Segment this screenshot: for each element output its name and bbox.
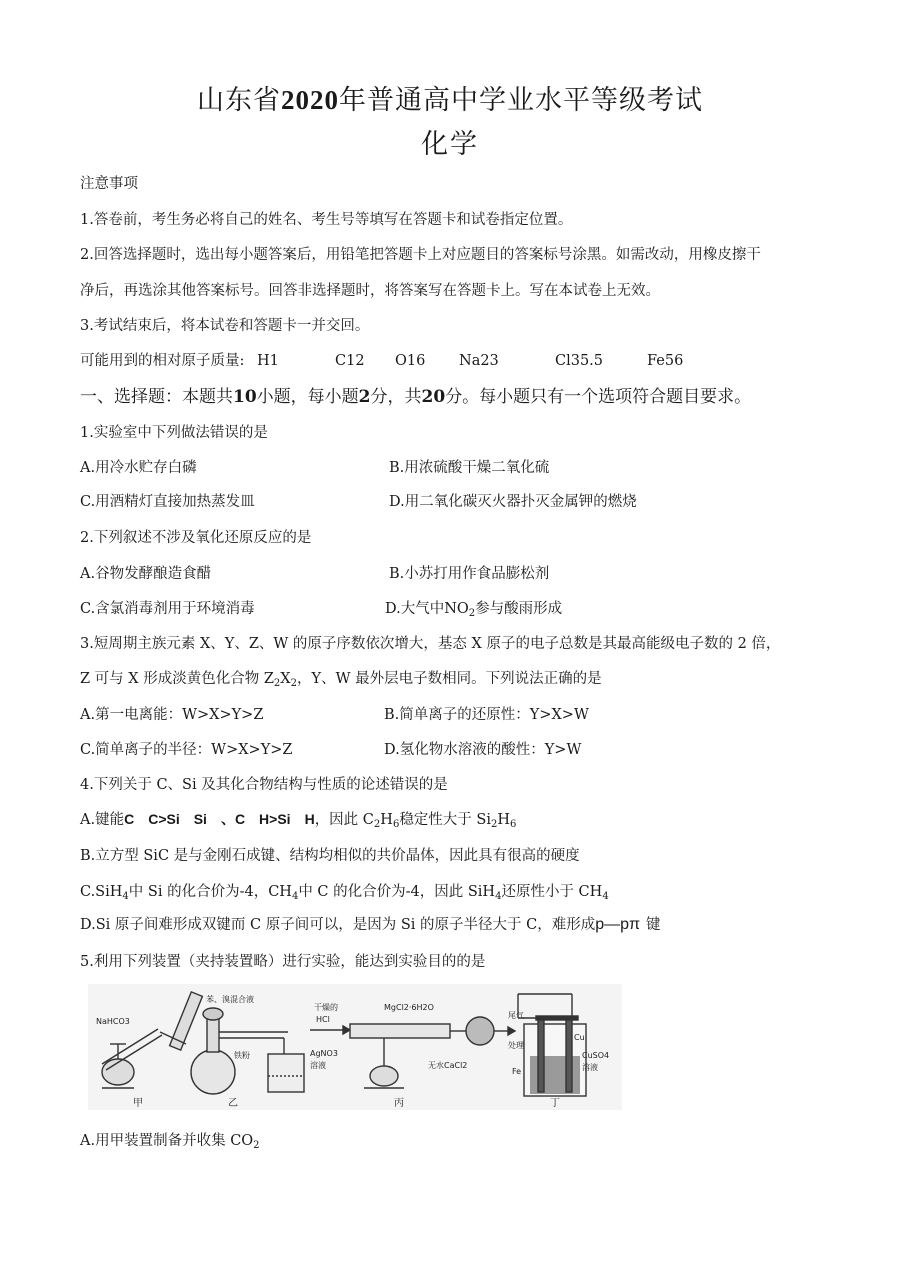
q4-option-b: B.立方型 SiC 是与金刚石成键、结构均相似的共价晶体，因此具有很高的硬度 [80, 848, 580, 864]
fig-label-mgcl2: MgCl2·6H2O [384, 1003, 434, 1012]
fig-label-agno3: AgNO3 [310, 1049, 338, 1058]
mass-o: O16 [395, 353, 426, 369]
q1-option-a: A.用冷水贮存白磷 [80, 460, 197, 476]
q5-stem: 5.利用下列装置（夹持装置略）进行实验，能达到实验目的的是 [80, 954, 486, 970]
q2-option-c: C.含氯消毒剂用于环境消毒 [80, 601, 255, 617]
fig-label-iron: 铁粉 [234, 1051, 250, 1060]
q1-stem: 1.实验室中下列做法错误的是 [80, 425, 268, 441]
note-2a: 2.回答选择题时，选出每小题答案后，用铅笔把答题卡上对应题目的答案标号涂黑。如需改动，用橡皮擦干 [80, 247, 761, 263]
fig-label-nahco3: NaHCO3 [96, 1017, 130, 1026]
note-3: 3.考试结束后，将本试卷和答题卡一并交回。 [80, 318, 370, 334]
atomic-mass-line [80, 349, 683, 370]
paper-subject: 化学 [421, 129, 479, 160]
fig-label-cu: Cu [574, 1033, 585, 1042]
bond-energy-expression: C C>Si Si 、C H>Si H [124, 811, 315, 827]
q1-option-b: B.用浓硫酸干燥二氧化硫 [389, 460, 550, 476]
note-2b: 净后，再选涂其他答案标号。回答非选择题时，将答案写在答题卡上。写在本试卷上无效。 [80, 283, 660, 299]
fig-label-cacl2: 无水CaCl2 [428, 1061, 468, 1070]
note-1: 1.答卷前，考生务必将自己的姓名、考生号等填写在答题卡和试卷指定位置。 [80, 212, 573, 228]
q3-option-b: B.简单离子的还原性：Y>X>W [384, 707, 589, 723]
mass-cl: Cl35.5 [555, 353, 604, 369]
q2-option-d: D.大气中$NO_2$参与酸雨形成 [385, 601, 563, 619]
fig-label-agno3-solution: 溶液 [310, 1061, 326, 1070]
q4-option-d: D.Si 原子间难形成双键而 C 原子间可以，是因为 Si 的原子半径大于 C，难形成p—pπ 键 [80, 916, 661, 933]
q3-stem-2: Z 可与 X 形成淡黄色化合物 $Z_2X_2$，Y、W 最外层电子数相同。下列说法正确的是 [80, 671, 602, 689]
fig-label-ding: 丁 [550, 1098, 560, 1109]
q3-option-c: C.简单离子的半径：W>X>Y>Z [80, 742, 293, 758]
fig-label-bing: 丙 [394, 1098, 404, 1109]
q2-option-b: B.小苏打用作食品膨松剂 [389, 566, 550, 582]
atomic-mass-label: 可能用到的相对原子质量: [80, 353, 245, 369]
fig-label-yi: 乙 [228, 1098, 238, 1109]
mass-na: Na23 [459, 353, 499, 369]
apparatus-figure [88, 984, 622, 1110]
notes-heading: 注意事项 [80, 176, 138, 192]
q1-option-d: D.用二氧化碳灭火器扑灭金属钾的燃烧 [389, 494, 637, 510]
mass-c: C12 [335, 353, 365, 369]
q5-option-a: A.用甲装置制备并收集 $CO_2$ [80, 1133, 260, 1151]
q3-option-a: A.第一电离能：W>X>Y>Z [80, 707, 264, 723]
q1-option-c: C.用酒精灯直接加热蒸发皿 [80, 494, 255, 510]
fig-label-tail-treat: 处理 [508, 1041, 524, 1050]
q3-stem-1: 3.短周期主族元素 X、Y、Z、W 的原子序数依次增大，基态 X 原子的电子总数是其最高能级电子数的 2 倍， [80, 636, 781, 652]
fig-label-cuso4: CuSO4 [582, 1051, 610, 1060]
section-1-heading: 一、选择题：本题共10小题，每小题2分，共20分。每小题只有一个选项符合题目要求。 [80, 387, 752, 407]
q2-option-a: A.谷物发酵酿造食醋 [80, 566, 212, 582]
q3-option-d: D.氢化物水溶液的酸性：Y>W [384, 742, 582, 758]
q4-option-c: C.SiH$_4$中 Si 的化合价为-4，$CH_4$中 C 的化合价为-4，因此 SiH$_4$还原性小于 $CH_4$ [80, 884, 609, 902]
mass-fe: Fe56 [647, 353, 684, 369]
paper-title: 山东省2020年普通高中学业水平等级考试 [197, 85, 703, 116]
fig-label-fe: Fe [512, 1067, 522, 1076]
q4-option-a: A.键能C C>Si Si 、C H>Si H，因此 $C_2H_6$稳定性大于 $Si_2H_6$ [80, 811, 517, 830]
q2-stem: 2.下列叙述不涉及氧化还原反应的是 [80, 530, 312, 546]
fig-label-dry: 干燥的 [314, 1003, 338, 1012]
q4-stem: 4.下列关于 C、Si 及其化合物结构与性质的论述错误的是 [80, 777, 448, 793]
fig-label-jia: 甲 [133, 1098, 143, 1109]
fig-label-benzene: 苯、溴混合液 [206, 995, 254, 1004]
fig-label-tail: 尾气 [508, 1011, 524, 1020]
fig-label-hcl: HCl [316, 1015, 330, 1024]
mass-h: H1 [257, 353, 279, 369]
fig-label-cuso4-solution: 溶液 [582, 1063, 598, 1072]
